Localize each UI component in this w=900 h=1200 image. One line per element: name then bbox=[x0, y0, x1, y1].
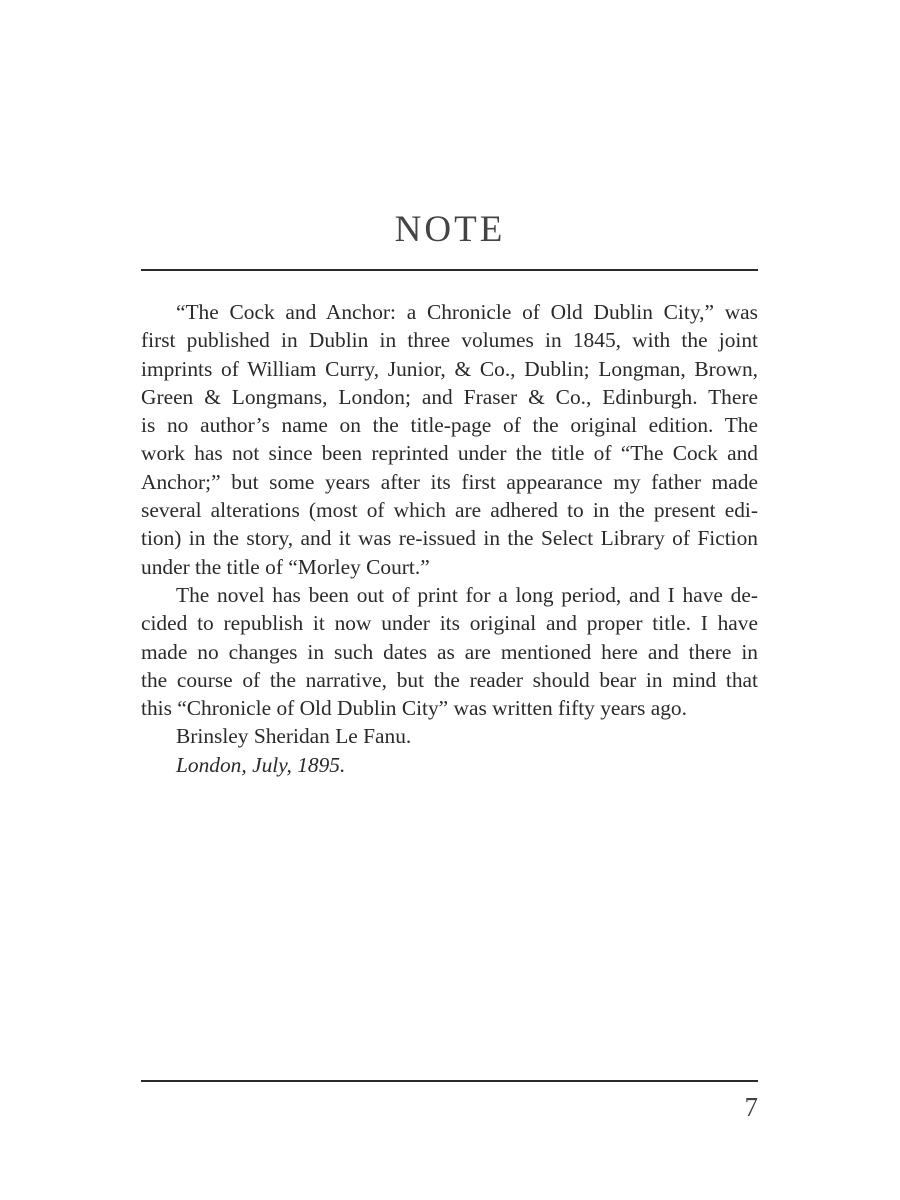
paragraph-1-line: first published in Dublin in three volumes in 1845, with the joint bbox=[141, 328, 758, 353]
paragraph-2-line: the course of the narrative, but the reader should bear in mind that bbox=[141, 667, 758, 692]
bottom-divider bbox=[141, 1080, 758, 1082]
paragraph-2-line: made no changes in such dates as are mentioned here and there in bbox=[141, 639, 758, 664]
signature: Brinsley Sheridan Le Fanu. bbox=[176, 724, 412, 749]
paragraph-2-line: this “Chronicle of Old Dublin City” was written fifty years ago. bbox=[141, 696, 687, 721]
paragraph-1-line: Anchor;” but some years after its first appearance my father made bbox=[141, 469, 758, 494]
note-body bbox=[141, 298, 758, 779]
page-number: 7 bbox=[744, 1092, 758, 1122]
place-date: London, July, 1895. bbox=[176, 752, 346, 777]
page-title: NOTE bbox=[394, 209, 506, 250]
paragraph-2-line: The novel has been out of print for a long period, and I have de- bbox=[176, 582, 758, 607]
paragraph-1-line: is no author’s name on the title-page of the original edition. The bbox=[141, 413, 758, 438]
paragraph-1-line: “The Cock and Anchor: a Chronicle of Old Dublin City,” was bbox=[176, 300, 758, 324]
paragraph-1-line: Green & Longmans, London; and Fraser & Co., Edinburgh. There bbox=[141, 384, 758, 409]
paragraph-1-line: tion) in the story, and it was re-issued in the Select Library of Fiction bbox=[141, 526, 758, 551]
top-divider bbox=[141, 269, 758, 271]
paragraph-1-line: imprints of William Curry, Junior, & Co., Dublin; Longman, Brown, bbox=[141, 356, 758, 381]
paragraph-2-line: cided to republish it now under its original and proper title. I have bbox=[141, 611, 758, 636]
paragraph-1-line: under the title of “Morley Court.” bbox=[141, 554, 430, 579]
paragraph-1-line: several alterations (most of which are adhered to in the present edi- bbox=[141, 498, 758, 523]
paragraph-1-line: work has not since been reprinted under the title of “The Cock and bbox=[141, 441, 758, 466]
